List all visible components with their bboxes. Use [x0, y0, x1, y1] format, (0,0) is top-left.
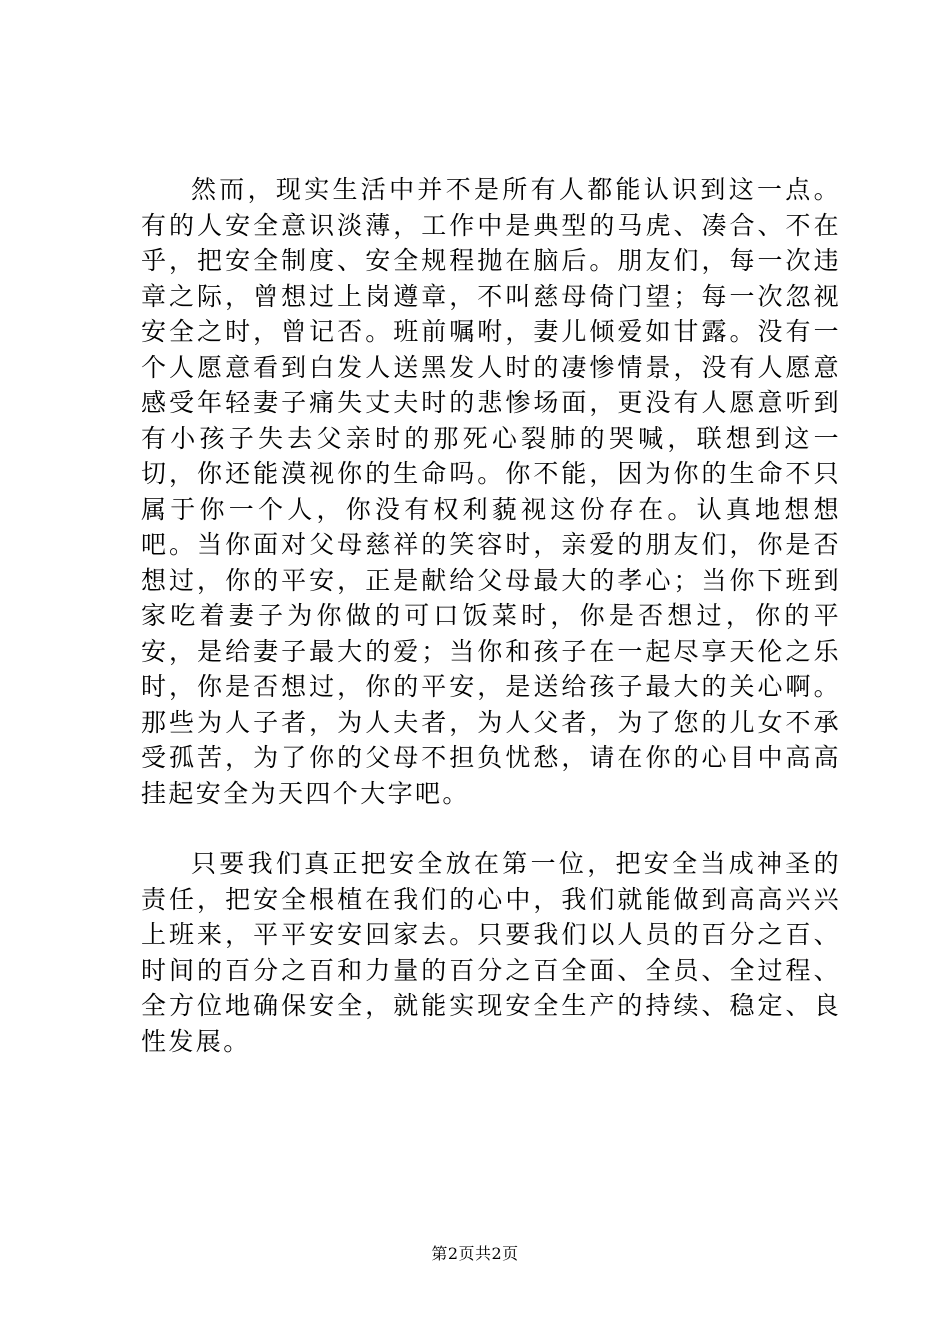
body-paragraph-1: 然而，现实生活中并不是所有人都能认识到这一点。有的人安全意识淡薄，工作中是典型的马虎、凑合、不在乎，把安全制度、安全规程抛在脑后。朋友们，每一次违章之际，曾想过上岗遵章，不叫慈母倚门望；每一次忽视安全之时，曾记否。班前嘱咐，妻儿倾爱如甘露。没有一个人愿意看到白发人送黑发人时的凄惨情景，没有人愿意感受年轻妻子痛失丈夫时的悲惨场面，更没有人愿意听到有小孩子失去父亲时的那死心裂肺的哭喊，联想到这一切，你还能漠视你的生命吗。你不能，因为你的生命不只属于你一个人，你没有权利藐视这份存在。认真地想想吧。当你面对父母慈祥的笑容时，亲爱的朋友们，你是否想过，你的平安，正是献给父母最大的孝心；当你下班到家吃着妻子为你做的可口饭菜时，你是否想过，你的平安，是给妻子最大的爱；当你和孩子在一起尽享天伦之乐时，你是否想过，你的平安，是送给孩子最大的关心啊。那些为人子者，为人夫者，为人父者，为了您的儿女不承受孤苦，为了你的父母不担负忧愁，请在你的心目中高高挂起安全为天四个大字吧。 — [141, 175, 841, 808]
body-paragraph-2: 只要我们真正把安全放在第一位，把安全当成神圣的责任，把安全根植在我们的心中，我们就能做到高高兴兴上班来，平平安安回家去。只要我们以人员的百分之百、时间的百分之百和力量的百分之百全面、全员、全过程、全方位地确保安全，就能实现安全生产的持续、稳定、良性发展。 — [141, 849, 841, 1056]
page-footer — [0, 1243, 950, 1265]
document-body — [141, 172, 841, 1059]
page-number-total: 共2页 — [475, 1244, 519, 1263]
page-number-current: 第2页 — [431, 1244, 475, 1263]
